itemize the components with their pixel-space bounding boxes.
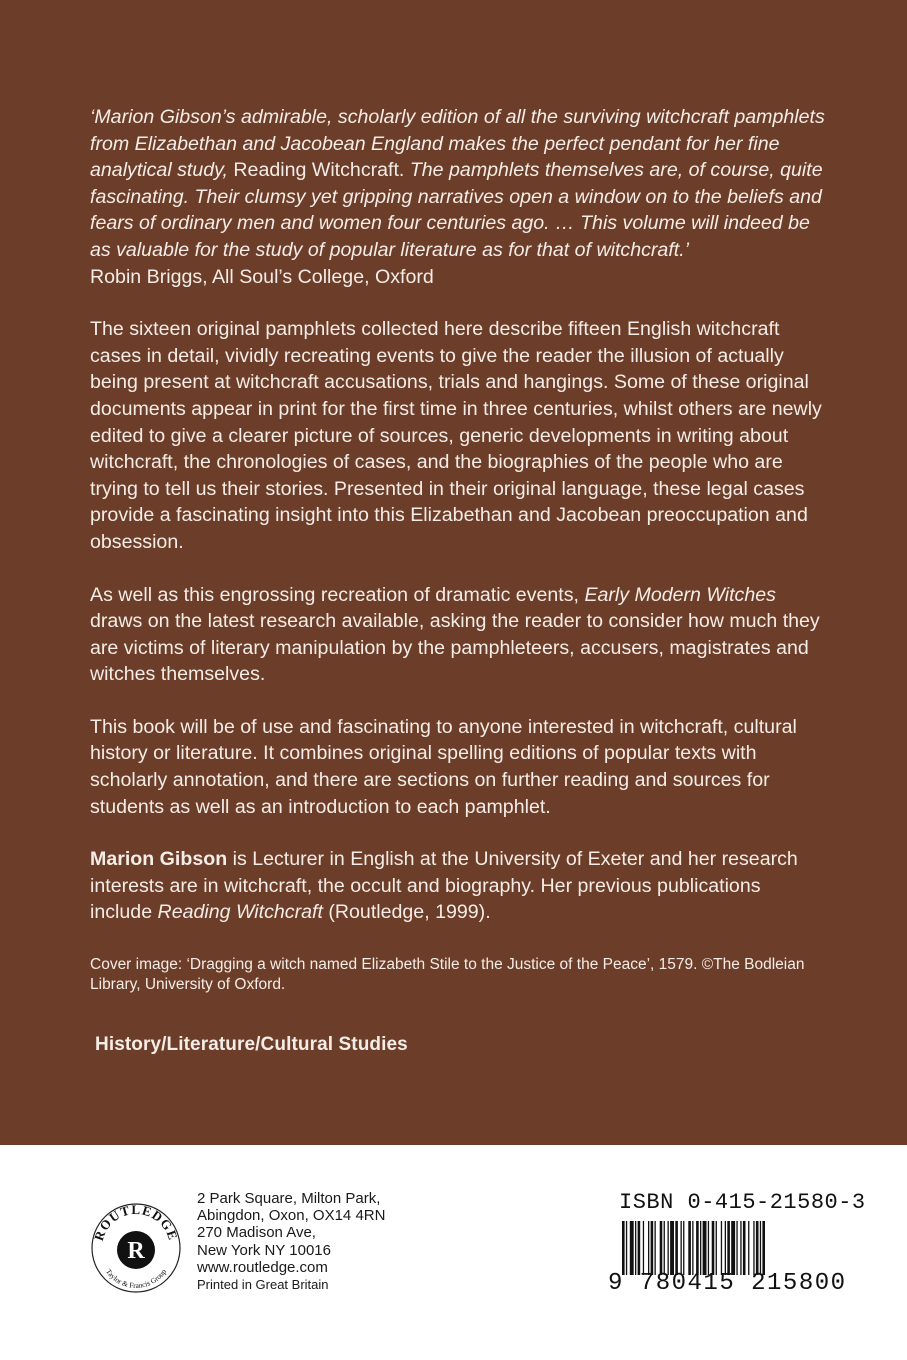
quote-text-1: ‘Marion Gibson’s admirable, scholarly edition of all the surviving witchcraft pamphlets from Elizabethan and Jacobean England makes the perfect pendant for her fine analytical study, [90, 106, 825, 182]
barcode-bar [683, 1221, 684, 1275]
barcode-digits: 9 780415 215800 [608, 1270, 847, 1297]
barcode-bar [731, 1221, 735, 1275]
address-line: New York NY 10016 [197, 1241, 331, 1259]
review-quote [90, 104, 825, 290]
research-text-2: draws on the latest research available, asking the reader to consider how much they are victims of literary manipulation by the pamphleteers, accusers, magistrates and witches themselves. [90, 610, 820, 686]
barcode-bar [626, 1221, 627, 1275]
description-paragraph: The sixteen original pamphlets collected here describe fifteen English witchcraft cases in detail, vividly recreating events to give the reader the illusion of actually being present at witchcraft accusations, trials and hangings. Some of these original documents appear in print for the first time in three centuries, whilst others are newly edited to give a clearer picture of sources, generic developments in writing about witchcraft, the chronologies of cases, and the biographies of the people who are trying to tell us their stories. Presented in their original language, these legal cases provide a fascinating insight into this Elizabethan and Jacobean preoccupation and obsession. [90, 318, 822, 553]
barcode-bar [760, 1221, 761, 1275]
publisher-website: www.routledge.com [197, 1258, 328, 1276]
quote-book-title: Reading Witchcraft. [233, 159, 405, 182]
logo-subtitle: Taylor & Francis Group [103, 1267, 169, 1291]
barcode-bar [700, 1221, 701, 1275]
barcode-bar [681, 1221, 682, 1275]
printed-in: Printed in Great Britain [197, 1277, 329, 1293]
quote-attribution: Robin Briggs, All Soul’s College, Oxford [90, 265, 434, 288]
author-text-1: is Lecturer in English at the University of Exeter and her research interests are in witchcraft, the occult and biography. Her previous publications include [90, 848, 798, 924]
barcode-bar [725, 1221, 726, 1275]
barcode-bar [727, 1221, 730, 1275]
publisher-footer [0, 1145, 907, 1360]
research-paragraph [90, 582, 825, 688]
barcode-bar [708, 1221, 709, 1275]
publisher-address [197, 1190, 385, 1293]
barcode-bar [630, 1221, 634, 1275]
barcode-bar [740, 1221, 741, 1275]
barcode-bar [660, 1221, 663, 1275]
logo-letter: R [127, 1238, 145, 1264]
barcode-bar [622, 1221, 625, 1275]
address-line: 270 Madison Ave, [197, 1224, 316, 1242]
barcode-bar [675, 1221, 678, 1275]
barcode-bar [638, 1221, 641, 1275]
cover-image-credit: Cover image: ‘Dragging a witch named Elizabeth Stile to the Justice of the Peace’, 1579. ©The Bodleian Library, University of Oxford. [90, 956, 805, 993]
audience-paragraph: This book will be of use and fascinating to anyone interested in witchcraft, cultural history or literature. It combines original spelling editions of popular texts with scholarly annotation, and there are sections on further reading and sources for students as well as an introduction to each pamphlet. [90, 715, 797, 818]
blurb-text [90, 104, 825, 952]
barcode-bar [651, 1221, 654, 1275]
barcode-bar [696, 1221, 699, 1275]
barcode-bar [648, 1221, 649, 1275]
barcode-bar [692, 1221, 693, 1275]
barcode-bar [655, 1221, 656, 1275]
barcode-bar [712, 1221, 715, 1275]
barcode-bar [736, 1221, 737, 1275]
routledge-logo [86, 1194, 186, 1294]
quote-text-2: The pamphlets themselves are, of course, quite fascinating. Their clumsy yet gripping narratives open a window on to the beliefs and fears of ordinary men and women four centuries ago. … This volume will indeed be as valuable for the study of popular literature as for that of witchcraft.’ [90, 159, 823, 261]
logo-wordmark: ROUTLEDGE [90, 1201, 182, 1243]
research-book-title: Early Modern Witches [584, 583, 776, 606]
research-text-1: As well as this engrossing recreation of dramatic events, [90, 583, 585, 606]
barcode-bar [743, 1221, 746, 1275]
address-line: 2 Park Square, Milton Park, [197, 1190, 381, 1207]
isbn-label: ISBN 0-415-21580-3 [619, 1190, 866, 1215]
barcode-bar [762, 1221, 765, 1275]
barcode-bar [748, 1221, 749, 1275]
barcode-bar [643, 1221, 644, 1275]
barcode-bar [716, 1221, 717, 1275]
barcode-bar [756, 1221, 759, 1275]
author-text-2: (Routledge, 1999). [322, 901, 491, 924]
author-book-title: Reading Witchcraft [157, 901, 323, 924]
barcode-bar [703, 1221, 707, 1275]
subject-category: History/Literature/Cultural Studies [95, 1034, 408, 1055]
barcode-bar [688, 1221, 691, 1275]
author-name: Marion Gibson [90, 848, 228, 871]
address-line: Abingdon, Oxon, OX14 4RN [197, 1207, 386, 1225]
barcode-bar [664, 1221, 665, 1275]
barcode-bar [670, 1221, 674, 1275]
barcode-bar [668, 1221, 669, 1275]
barcode-bar [635, 1221, 636, 1275]
isbn-barcode [622, 1221, 808, 1275]
author-bio [90, 846, 825, 926]
barcode-bar [721, 1221, 722, 1275]
barcode-bar [753, 1221, 754, 1275]
